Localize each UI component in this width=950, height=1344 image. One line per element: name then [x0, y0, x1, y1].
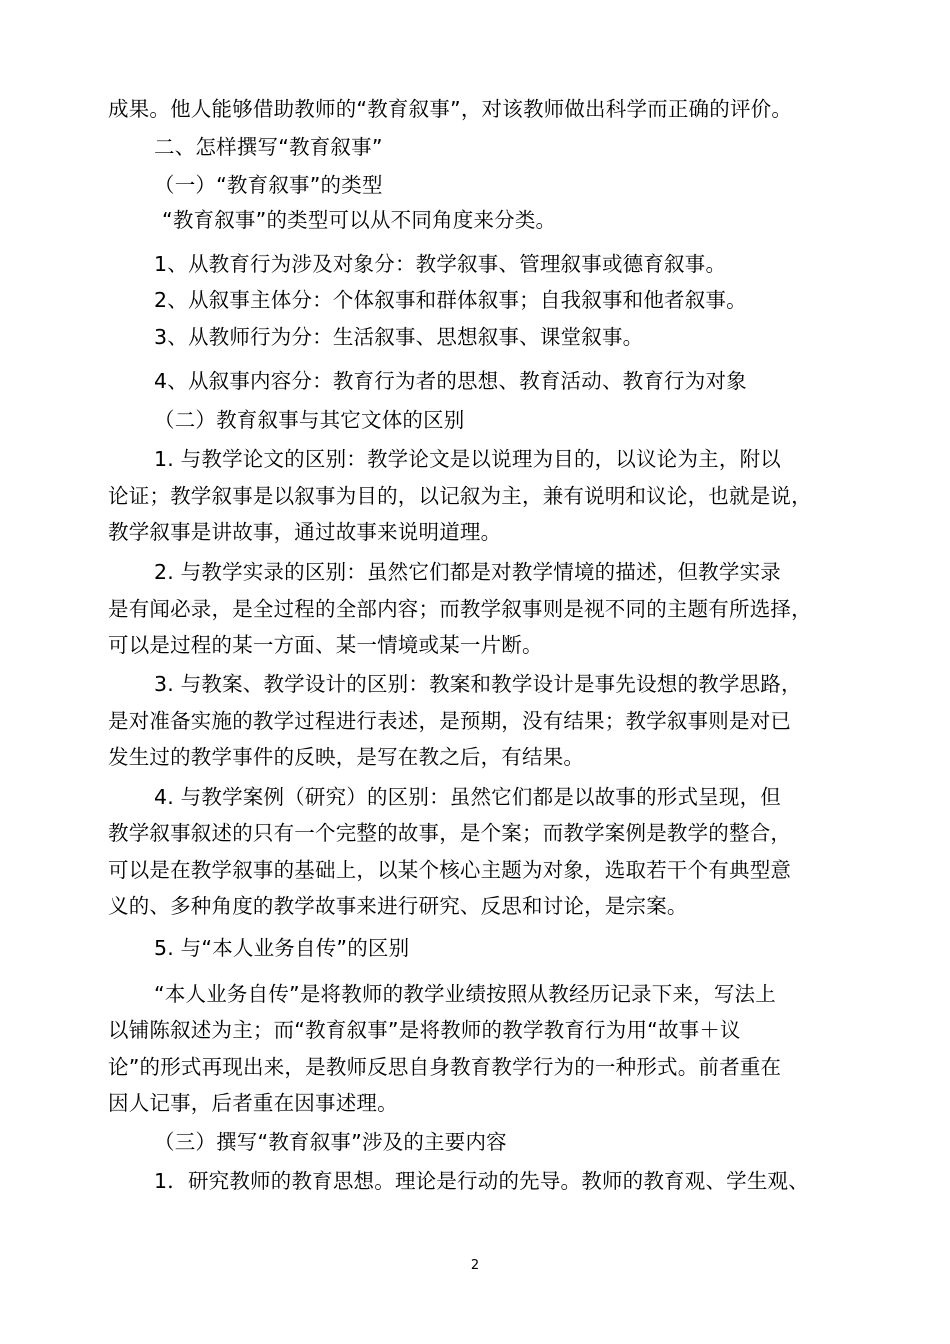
subsection-heading: （一）“教育叙事”的类型 — [154, 173, 383, 197]
text-line: 是对准备实施的教学过程进行表述，是预期，没有结果；教学叙事则是对已 — [108, 709, 792, 733]
text-line: 教学叙事叙述的只有一个完整的故事，是个案；而教学案例是教学的整合， — [108, 821, 792, 845]
page-number: 2 — [470, 1258, 480, 1273]
text-line: 发生过的教学事件的反映，是写在教之后，有结果。 — [108, 745, 585, 769]
text-line: 教学叙事是讲故事，通过故事来说明道理。 — [108, 520, 502, 544]
text-line: 2. 与教学实录的区别：虽然它们都是对教学情境的描述，但教学实录 — [154, 560, 781, 584]
text-line: “教育叙事”的类型可以从不同角度来分类。 — [162, 208, 557, 232]
list-item: 2、从叙事主体分：个体叙事和群体叙事；自我叙事和他者叙事。 — [154, 288, 747, 312]
text-line: 1．研究教师的教育思想。理论是行动的先导。教师的教育观、学生观、 — [154, 1169, 809, 1193]
text-line: “本人业务自传”是将教师的教学业绩按照从教经历记录下来，写法上 — [154, 982, 776, 1006]
text-line: 4. 与教学案例（研究）的区别：虽然它们都是以故事的形式呈现，但 — [154, 785, 781, 809]
text-line: 因人记事，后者重在因事述理。 — [108, 1091, 398, 1115]
subsection-heading: （二）教育叙事与其它文体的区别 — [154, 408, 465, 432]
text-line: 可以是过程的某一方面、某一情境或某一片断。 — [108, 633, 543, 657]
text-line: 成果。他人能够借助教师的“教育叙事”，对该教师做出科学而正确的评价。 — [108, 97, 793, 121]
subsection-heading: （三）撰写“教育叙事”涉及的主要内容 — [154, 1130, 507, 1154]
text-line: 以铺陈叙述为主；而“教育叙事”是将教师的教学教育行为用“故事＋议 — [108, 1018, 741, 1042]
text-line: 可以是在教学叙事的基础上，以某个核心主题为对象，选取若干个有典型意 — [108, 858, 792, 882]
text-line: 义的、多种角度的教学故事来进行研究、反思和讨论，是宗案。 — [108, 894, 688, 918]
section-heading: 二、怎样撰写“教育叙事” — [154, 135, 383, 159]
text-line: 论证；教学叙事是以叙事为目的，以记叙为主，兼有说明和议论，也就是说， — [108, 484, 812, 508]
text-line: 1. 与教学论文的区别：教学论文是以说理为目的，以议论为主，附以 — [154, 447, 781, 471]
text-line: 论”的形式再现出来，是教师反思自身教育教学行为的一种形式。前者重在 — [108, 1055, 782, 1079]
text-line: 是有闻必录，是全过程的全部内容；而教学叙事则是视不同的主题有所选择， — [108, 597, 812, 621]
list-item: 1、从教育行为涉及对象分：教学叙事、管理叙事或德育叙事。 — [154, 252, 727, 276]
list-item: 4、从叙事内容分：教育行为者的思想、教育活动、教育行为对象 — [154, 369, 747, 393]
list-item: 3、从教师行为分：生活叙事、思想叙事、课堂叙事。 — [154, 325, 644, 349]
text-line: 3. 与教案、教学设计的区别：教案和教学设计是事先设想的教学思路， — [154, 672, 802, 696]
text-line: 5. 与“本人业务自传”的区别 — [154, 936, 410, 960]
